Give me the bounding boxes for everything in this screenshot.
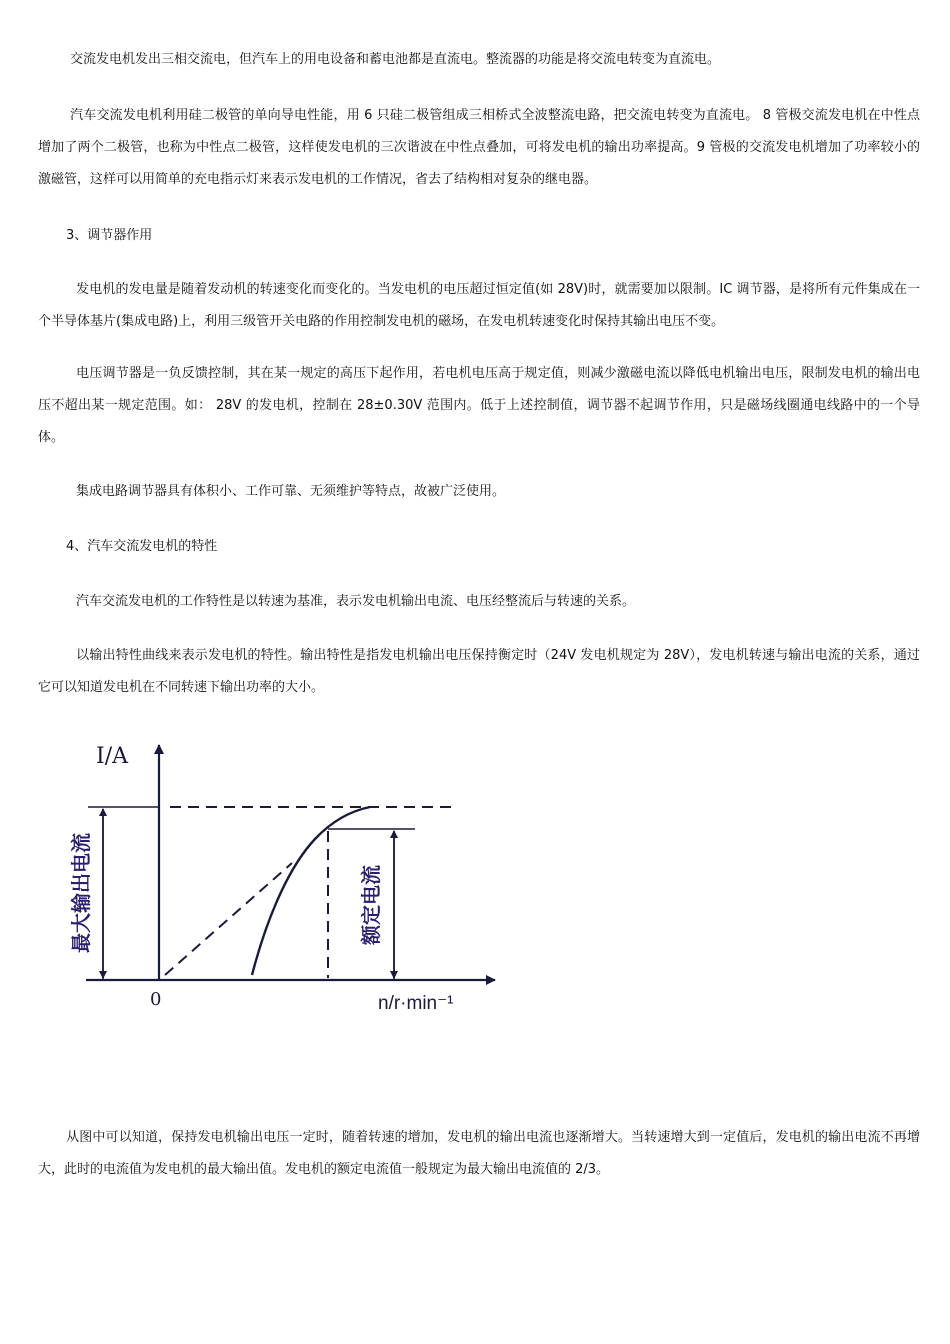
y-axis-label: I/A bbox=[96, 744, 128, 769]
section-heading-4: 4、汽车交流发电机的特性 bbox=[66, 539, 218, 554]
section-heading-3: 3、调节器作用 bbox=[66, 228, 153, 243]
max-current-label: 最大输出电流 bbox=[69, 833, 93, 953]
output-characteristic-figure bbox=[60, 735, 510, 1025]
paragraph-5: 集成电路调节器具有体积小、工作可靠、无须维护等特点，故被广泛使用。 bbox=[76, 484, 506, 499]
output-characteristic-curve bbox=[252, 807, 370, 975]
paragraph-2: 汽车交流发电机利用硅二极管的单向导电性能，用 6 只硅二极管组成三相桥式全波整流电路，把交流电转变为直流电。 8 管极交流发电机在中性点增加了两个二极管，也称为中性点二极管，这样使发电机的三次谐波在中性点叠加，可将发电机的输出功率提高。9 管极的交流发电机增加了功率较小的激磁管，这样可以用简单的充电指示灯来表示发电机的工作情况，省去了结构相对复杂的继电器。 bbox=[38, 108, 920, 187]
rated-current-label: 额定电流 bbox=[359, 865, 383, 945]
paragraph-4: 电压调节器是一负反馈控制，其在某一规定的高压下起作用，若电机电压高于规定值，则减少激磁电流以降低电机输出电压，限制发电机的输出电压不超出某一规定范围。如： 28V 的发电机，控制在 28±0.30V 范围内。低于上述控制值，调节器不起调节作用，只是磁场线圈通电线路中的一个导体。 bbox=[38, 366, 920, 445]
linear-dashed-line bbox=[165, 863, 292, 975]
x-axis-label: n/r·min⁻¹ bbox=[378, 993, 454, 1014]
origin-label: 0 bbox=[150, 989, 162, 1010]
paragraph-6: 汽车交流发电机的工作特性是以转速为基准，表示发电机输出电流、电压经整流后与转速的关系。 bbox=[76, 594, 636, 609]
paragraph-8: 从图中可以知道，保持发电机输出电压一定时，随着转速的增加，发电机的输出电流也逐渐增大。当转速增大到一定值后，发电机的输出电流不再增大，此时的电流值为发电机的最大输出值。发电机的额定电流值一般规定为最大输出电流值的 2/3。 bbox=[38, 1130, 920, 1177]
paragraph-7: 以输出特性曲线来表示发电机的特性。输出特性是指发电机输出电压保持衡定时（24V 发电机规定为 28V），发电机转速与输出电流的关系，通过它可以知道发电机在不同转速下输出功率的大小。 bbox=[38, 648, 920, 695]
paragraph-1: 交流发电机发出三相交流电，但汽车上的用电设备和蓄电池都是直流电。整流器的功能是将交流电转变为直流电。 bbox=[70, 52, 721, 67]
paragraph-3: 发电机的发电量是随着发动机的转速变化而变化的。当发电机的电压超过恒定值(如 28V)时，就需要加以限制。IC 调节器，是将所有元件集成在一个半导体基片(集成电路)上，利用三级管开关电路的作用控制发电机的磁场，在发电机转速变化时保持其输出电压不变。 bbox=[38, 282, 920, 329]
